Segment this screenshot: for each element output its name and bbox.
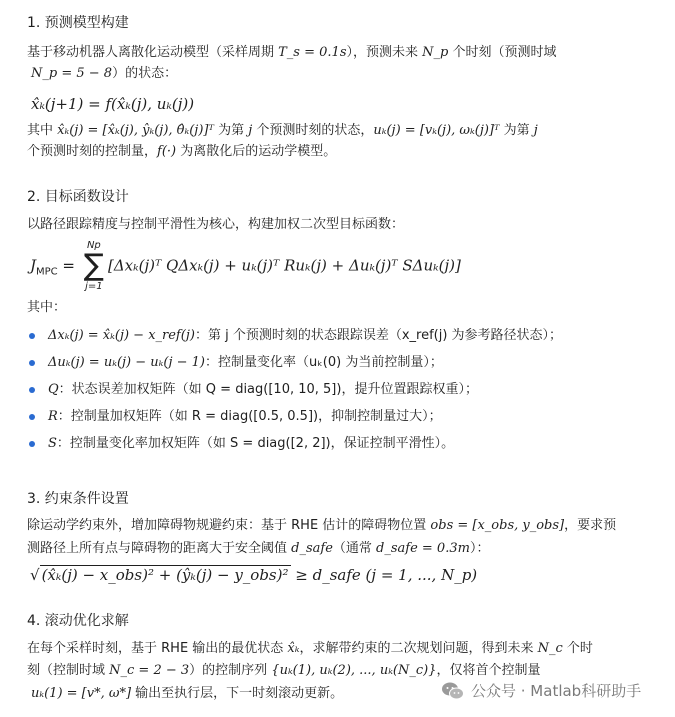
section-3-heading: 3. 约束条件设置 (27, 491, 129, 507)
s3-constraint-equation: √ (x̂ₖ(j) − x_obs)² + (ŷₖ(j) − y_obs)² ≥ d_safe (j = 1, ..., N_p) (30, 566, 478, 584)
s2-objective-equation: $J_{MPC}$ = Np ∑ j=1 [Δxₖ(j)ᵀ QΔxₖ(j) + uₖ(j)ᵀ Ruₖ(j) + Δuₖ(j)ᵀ SΔuₖ(j)] (30, 240, 461, 292)
s2-intro: 以路径跟踪精度与控制平滑性为核心，构建加权二次型目标函数： (27, 217, 405, 232)
bullet-dot-icon (29, 360, 35, 366)
s3-paragraph-line1: 除运动学约束外，增加障碍物规避约束：基于 RHE 估计的障碍物位置 obs = [x_obs, y_obs]，要求预 (27, 518, 617, 533)
bullet-dot-icon (29, 414, 35, 420)
watermark-text: 公众号 · Matlab科研助手 (471, 682, 642, 700)
list-item: Q：状态误差加权矩阵（如 Q = diag([10, 10, 5])，提升位置跟踪权重）； (20, 376, 562, 403)
s2-term-list (20, 322, 562, 457)
s4-paragraph-line2: 刻（控制时域 N_c = 2 − 3）的控制序列 {uₖ(1), uₖ(2), ..., uₖ(N_c)}，仅将首个控制量 (27, 663, 541, 678)
s1-state-equation: x̂ₖ(j+1) = f(x̂ₖ(j), uₖ(j)) (31, 95, 195, 113)
section-4-heading: 4. 滚动优化求解 (27, 613, 129, 629)
s3-paragraph-line2: 测路径上所有点与障碍物的距离大于安全阈值 d_safe（通常 d_safe = 0.3m）： (27, 541, 490, 556)
s2-where-label: 其中： (27, 300, 67, 315)
s4-paragraph-line3: uₖ(1) = [v*, ω*] 输出至执行层，下一时刻滚动更新。 (31, 686, 344, 701)
section-2-heading: 2. 目标函数设计 (27, 189, 129, 205)
wechat-icon (441, 681, 465, 701)
s1-definition-line2: 个预测时刻的控制量，f(·) 为离散化后的运动学模型。 (27, 144, 337, 159)
list-item: Δxₖ(j) = x̂ₖ(j) − x_ref(j)：第 j 个预测时刻的状态跟踪误差（x_ref(j) 为参考路径状态）； (20, 322, 562, 349)
list-item: Δuₖ(j) = uₖ(j) − uₖ(j − 1)：控制量变化率（uₖ(0) 为当前控制量）； (20, 349, 562, 376)
list-item: S：控制量变化率加权矩阵（如 S = diag([2, 2])，保证控制平滑性）。 (20, 430, 562, 457)
list-item: R：控制量加权矩阵（如 R = diag([0.5, 0.5])，抑制控制量过大）； (20, 403, 562, 430)
bullet-dot-icon (29, 333, 35, 339)
section-1-heading: 1. 预测模型构建 (27, 15, 129, 31)
watermark (441, 680, 641, 701)
s1-paragraph-line1: 基于移动机器人离散化运动模型（采样周期 T_s = 0.1s），预测未来 N_p 个时刻（预测时域 (27, 45, 557, 60)
summation-symbol: Np ∑ j=1 (83, 240, 104, 292)
s4-paragraph-line1: 在每个采样时刻，基于 RHE 输出的最优状态 x̂ₖ，求解带约束的二次规划问题，得到未来 N_c 个时 (27, 641, 593, 656)
s1-paragraph-line2: N_p = 5 − 8）的状态： (31, 66, 178, 81)
s1-definition-line1: 其中 x̂ₖ(j) = [x̂ₖ(j), ŷₖ(j), θ̂ₖ(j)]ᵀ 为第 j 个预测时刻的状态，uₖ(j) = [vₖ(j), ωₖ(j)]ᵀ 为第 j (27, 123, 538, 138)
bullet-dot-icon (29, 441, 35, 447)
sqrt-symbol: √ (30, 566, 40, 584)
bullet-dot-icon (29, 387, 35, 393)
